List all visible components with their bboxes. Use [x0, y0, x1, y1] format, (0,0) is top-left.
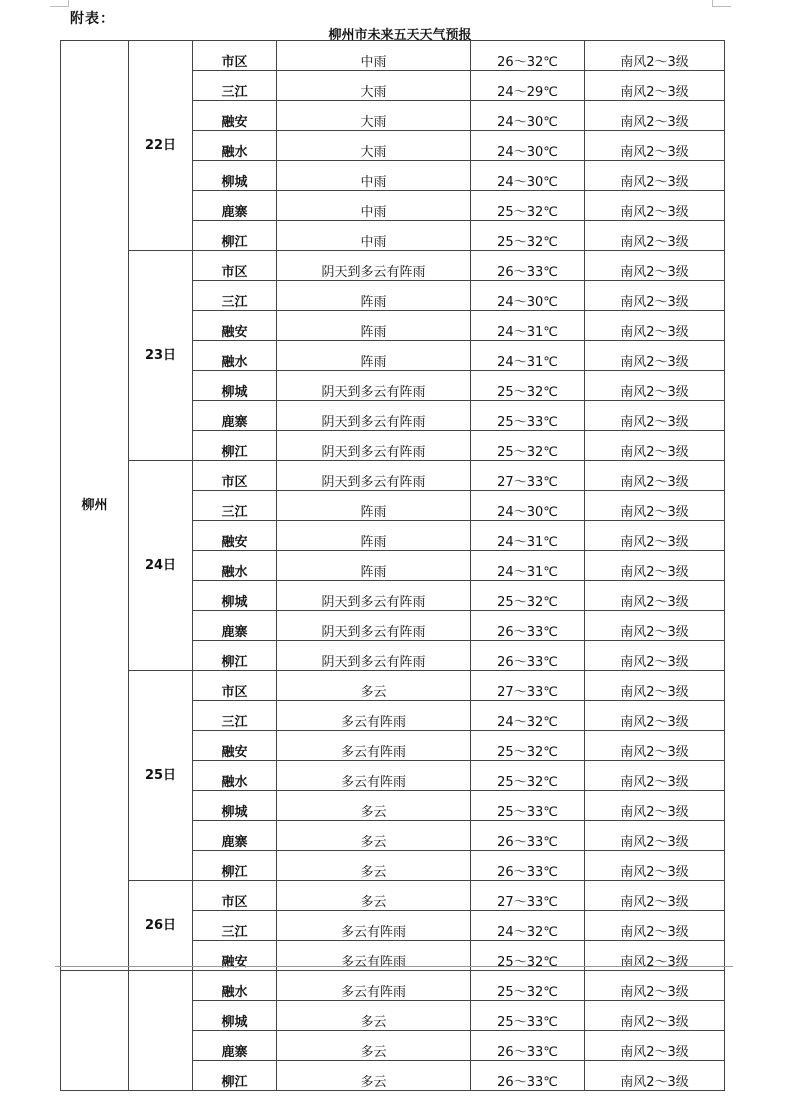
temperature-cell: 25～32℃ — [471, 971, 585, 1001]
weather-cell: 阴天到多云有阵雨 — [277, 431, 471, 461]
district-cell: 融水 — [193, 971, 277, 1001]
weather-cell: 阵雨 — [277, 521, 471, 551]
wind-cell: 南风2～3级 — [585, 791, 725, 821]
crop-mark-right — [712, 0, 731, 7]
district-cell: 融安 — [193, 521, 277, 551]
district-cell: 鹿寨 — [193, 821, 277, 851]
weather-cell: 多云 — [277, 1061, 471, 1091]
district-cell: 柳江 — [193, 1061, 277, 1091]
region-cell-empty — [61, 971, 129, 1091]
wind-cell: 南风2～3级 — [585, 911, 725, 941]
district-cell: 融水 — [193, 131, 277, 161]
temperature-cell: 24～31℃ — [471, 551, 585, 581]
table-row — [61, 671, 725, 701]
weather-cell: 中雨 — [277, 221, 471, 251]
wind-cell: 南风2～3级 — [585, 941, 725, 971]
forecast-table — [60, 40, 725, 971]
district-cell: 柳江 — [193, 851, 277, 881]
weather-cell: 阴天到多云有阵雨 — [277, 611, 471, 641]
weather-cell: 阵雨 — [277, 281, 471, 311]
weather-cell: 阵雨 — [277, 491, 471, 521]
table-row — [61, 971, 725, 1001]
district-cell: 三江 — [193, 71, 277, 101]
table-row — [61, 461, 725, 491]
district-cell: 柳城 — [193, 1001, 277, 1031]
district-cell: 融水 — [193, 341, 277, 371]
district-cell: 融安 — [193, 731, 277, 761]
weather-cell: 阵雨 — [277, 311, 471, 341]
district-cell: 市区 — [193, 41, 277, 71]
weather-cell: 多云 — [277, 821, 471, 851]
wind-cell: 南风2～3级 — [585, 71, 725, 101]
forecast-table-continued — [60, 970, 725, 1091]
wind-cell: 南风2～3级 — [585, 641, 725, 671]
region-cell: 柳州 — [61, 41, 129, 971]
page-title: 柳州市未来五天天气预报 — [328, 28, 472, 43]
wind-cell: 南风2～3级 — [585, 611, 725, 641]
weather-cell: 阵雨 — [277, 341, 471, 371]
temperature-cell: 24～31℃ — [471, 521, 585, 551]
wind-cell: 南风2～3级 — [585, 1031, 725, 1061]
wind-cell: 南风2～3级 — [585, 161, 725, 191]
wind-cell: 南风2～3级 — [585, 491, 725, 521]
district-cell: 三江 — [193, 281, 277, 311]
temperature-cell: 26～33℃ — [471, 851, 585, 881]
temperature-cell: 24～32℃ — [471, 911, 585, 941]
district-cell: 市区 — [193, 461, 277, 491]
district-cell: 融安 — [193, 101, 277, 131]
district-cell: 鹿寨 — [193, 611, 277, 641]
wind-cell: 南风2～3级 — [585, 101, 725, 131]
weather-cell: 大雨 — [277, 71, 471, 101]
wind-cell: 南风2～3级 — [585, 431, 725, 461]
wind-cell: 南风2～3级 — [585, 131, 725, 161]
weather-cell: 阴天到多云有阵雨 — [277, 641, 471, 671]
temperature-cell: 25～33℃ — [471, 791, 585, 821]
wind-cell: 南风2～3级 — [585, 671, 725, 701]
district-cell: 三江 — [193, 911, 277, 941]
temperature-cell: 27～33℃ — [471, 461, 585, 491]
weather-cell: 多云有阵雨 — [277, 761, 471, 791]
district-cell: 市区 — [193, 671, 277, 701]
weather-cell: 多云有阵雨 — [277, 731, 471, 761]
date-cell: 26日 — [129, 881, 193, 971]
temperature-cell: 24～32℃ — [471, 701, 585, 731]
temperature-cell: 26～33℃ — [471, 611, 585, 641]
weather-cell: 阴天到多云有阵雨 — [277, 461, 471, 491]
wind-cell: 南风2～3级 — [585, 41, 725, 71]
wind-cell: 南风2～3级 — [585, 311, 725, 341]
temperature-cell: 24～30℃ — [471, 281, 585, 311]
wind-cell: 南风2～3级 — [585, 821, 725, 851]
wind-cell: 南风2～3级 — [585, 401, 725, 431]
weather-cell: 中雨 — [277, 161, 471, 191]
district-cell: 柳城 — [193, 371, 277, 401]
wind-cell: 南风2～3级 — [585, 1061, 725, 1091]
date-cell: 24日 — [129, 461, 193, 671]
temperature-cell: 24～31℃ — [471, 311, 585, 341]
temperature-cell: 24～30℃ — [471, 491, 585, 521]
district-cell: 市区 — [193, 251, 277, 281]
district-cell: 柳城 — [193, 161, 277, 191]
district-cell: 鹿寨 — [193, 401, 277, 431]
district-cell: 柳城 — [193, 791, 277, 821]
temperature-cell: 26～33℃ — [471, 1031, 585, 1061]
temperature-cell: 24～30℃ — [471, 131, 585, 161]
wind-cell: 南风2～3级 — [585, 881, 725, 911]
district-cell: 融水 — [193, 551, 277, 581]
temperature-cell: 27～33℃ — [471, 881, 585, 911]
temperature-cell: 25～32℃ — [471, 371, 585, 401]
wind-cell: 南风2～3级 — [585, 221, 725, 251]
district-cell: 柳江 — [193, 641, 277, 671]
temperature-cell: 25～32℃ — [471, 581, 585, 611]
weather-cell: 多云 — [277, 851, 471, 881]
temperature-cell: 25～33℃ — [471, 401, 585, 431]
weather-cell: 多云有阵雨 — [277, 701, 471, 731]
weather-cell: 多云 — [277, 881, 471, 911]
district-cell: 鹿寨 — [193, 1031, 277, 1061]
temperature-cell: 25～33℃ — [471, 1001, 585, 1031]
temperature-cell: 26～33℃ — [471, 821, 585, 851]
wind-cell: 南风2～3级 — [585, 521, 725, 551]
date-cell: 22日 — [129, 41, 193, 251]
table-row — [61, 41, 725, 71]
temperature-cell: 25～32℃ — [471, 761, 585, 791]
weather-cell: 阴天到多云有阵雨 — [277, 401, 471, 431]
weather-cell: 多云有阵雨 — [277, 971, 471, 1001]
weather-cell: 多云 — [277, 791, 471, 821]
appendix-label: 附表： — [70, 11, 115, 27]
weather-cell: 多云 — [277, 671, 471, 701]
wind-cell: 南风2～3级 — [585, 761, 725, 791]
wind-cell: 南风2～3级 — [585, 731, 725, 761]
wind-cell: 南风2～3级 — [585, 281, 725, 311]
temperature-cell: 24～30℃ — [471, 101, 585, 131]
wind-cell: 南风2～3级 — [585, 971, 725, 1001]
district-cell: 三江 — [193, 701, 277, 731]
temperature-cell: 24～30℃ — [471, 161, 585, 191]
date-cell: 25日 — [129, 671, 193, 881]
temperature-cell: 25～32℃ — [471, 431, 585, 461]
wind-cell: 南风2～3级 — [585, 701, 725, 731]
district-cell: 市区 — [193, 881, 277, 911]
temperature-cell: 24～31℃ — [471, 341, 585, 371]
page-break-line — [55, 966, 733, 967]
district-cell: 柳城 — [193, 581, 277, 611]
table-row — [61, 251, 725, 281]
date-cell: 23日 — [129, 251, 193, 461]
wind-cell: 南风2～3级 — [585, 851, 725, 881]
temperature-cell: 27～33℃ — [471, 671, 585, 701]
district-cell: 柳江 — [193, 221, 277, 251]
wind-cell: 南风2～3级 — [585, 371, 725, 401]
wind-cell: 南风2～3级 — [585, 1001, 725, 1031]
weather-cell: 阴天到多云有阵雨 — [277, 581, 471, 611]
temperature-cell: 26～33℃ — [471, 1061, 585, 1091]
district-cell: 融水 — [193, 761, 277, 791]
temperature-cell: 26～33℃ — [471, 641, 585, 671]
district-cell: 融安 — [193, 311, 277, 341]
wind-cell: 南风2～3级 — [585, 191, 725, 221]
weather-cell: 多云 — [277, 1031, 471, 1061]
weather-cell: 多云有阵雨 — [277, 911, 471, 941]
wind-cell: 南风2～3级 — [585, 251, 725, 281]
temperature-cell: 26～32℃ — [471, 41, 585, 71]
temperature-cell: 26～33℃ — [471, 251, 585, 281]
date-cell-empty — [129, 971, 193, 1091]
district-cell: 三江 — [193, 491, 277, 521]
weather-cell: 阴天到多云有阵雨 — [277, 251, 471, 281]
weather-cell: 中雨 — [277, 41, 471, 71]
crop-mark-left — [50, 0, 69, 7]
temperature-cell: 25～32℃ — [471, 191, 585, 221]
weather-cell: 多云有阵雨 — [277, 941, 471, 971]
table-row — [61, 881, 725, 911]
weather-cell: 中雨 — [277, 191, 471, 221]
weather-cell: 阵雨 — [277, 551, 471, 581]
wind-cell: 南风2～3级 — [585, 461, 725, 491]
wind-cell: 南风2～3级 — [585, 341, 725, 371]
wind-cell: 南风2～3级 — [585, 581, 725, 611]
temperature-cell: 25～32℃ — [471, 941, 585, 971]
temperature-cell: 25～32℃ — [471, 731, 585, 761]
weather-cell: 大雨 — [277, 101, 471, 131]
district-cell: 鹿寨 — [193, 191, 277, 221]
temperature-cell: 25～32℃ — [471, 221, 585, 251]
district-cell: 柳江 — [193, 431, 277, 461]
weather-cell: 多云 — [277, 1001, 471, 1031]
weather-cell: 阴天到多云有阵雨 — [277, 371, 471, 401]
weather-cell: 大雨 — [277, 131, 471, 161]
wind-cell: 南风2～3级 — [585, 551, 725, 581]
district-cell: 融安 — [193, 941, 277, 971]
temperature-cell: 24～29℃ — [471, 71, 585, 101]
